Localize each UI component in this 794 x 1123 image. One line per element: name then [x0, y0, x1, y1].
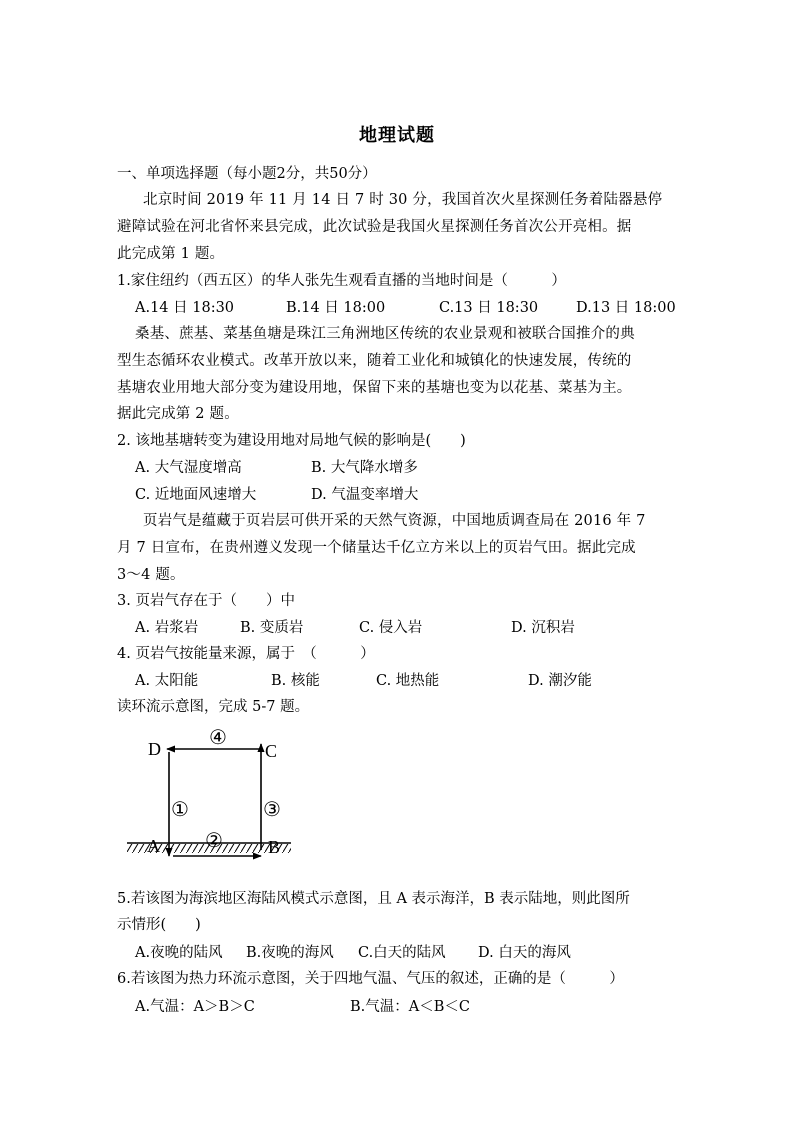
passage-1-line-1: 北京时间 2019 年 11 月 14 日 7 时 30 分，我国首次火星探测任务着陆器悬停 [143, 192, 663, 208]
label-a: A [147, 836, 160, 856]
question-1-stem: 1.家住纽约（西五区）的华人张先生观看直播的当地时间是（ ） [117, 273, 566, 289]
passage-2-line-2: 型生态循环农业模式。改革开放以来，随着工业化和城镇化的快速发展，传统的 [117, 353, 632, 369]
passage-3-line-2: 月 7 日宣布，在贵州遵义发现一个储量达千亿立方米以上的页岩气田。据此完成 [117, 540, 636, 556]
passage-2-line-3: 基塘农业用地大部分变为建设用地，保留下来的基塘也变为以花基、菜基为主。 [117, 380, 632, 396]
question-5-stem-line-1: 5.若该图为海滨地区海陆风模式示意图，且 A 表示海洋，B 表示陆地，则此图所 [117, 891, 630, 907]
question-2-option-a: A. 大气湿度增高 [135, 460, 242, 476]
arrow-label-2: ② [205, 830, 223, 852]
question-4-option-d: D. 潮汐能 [528, 673, 592, 689]
arrow-label-1: ① [171, 799, 189, 821]
question-6-stem: 6.若该图为热力环流示意图，关于四地气温、气压的叙述，正确的是（ ） [117, 971, 624, 987]
question-1-option-b: B.14 日 18:00 [286, 300, 386, 316]
question-3-stem: 3. 页岩气存在于（ ）中 [117, 593, 295, 609]
question-5-option-d: D. 白天的海风 [478, 945, 571, 961]
question-3-option-c: C. 侵入岩 [359, 620, 423, 636]
section-heading: 一、单项选择题（每小题2分，共50分） [117, 166, 377, 182]
label-c: C [265, 741, 278, 761]
passage-1-line-3: 此完成第 1 题。 [117, 246, 225, 262]
question-4-stem: 4. 页岩气按能量来源，属于 （ ） [117, 646, 375, 662]
question-5-option-a: A.夜晚的陆风 [135, 945, 223, 961]
question-2-option-b: B. 大气降水增多 [311, 460, 418, 476]
passage-3-line-1: 页岩气是蕴藏于页岩层可供开采的天然气资源，中国地质调查局在 2016 年 7 [143, 513, 646, 529]
question-3-option-d: D. 沉积岩 [511, 620, 575, 636]
label-b: B [268, 837, 281, 857]
question-6-option-a: A.气温：A＞B＞C [135, 999, 255, 1015]
label-d: D [148, 739, 161, 759]
question-3-option-a: A. 岩浆岩 [135, 620, 199, 636]
arrow-label-3: ③ [263, 799, 281, 821]
question-3-option-b: B. 变质岩 [240, 620, 304, 636]
question-4-option-c: C. 地热能 [376, 673, 440, 689]
passage-1-line-2: 避障试验在河北省怀来县完成，此次试验是我国火星探测任务首次公开亮相。据 [117, 219, 632, 235]
question-5-option-b: B.夜晚的海风 [246, 945, 334, 961]
question-1-option-d: D.13 日 18:00 [576, 300, 676, 316]
question-2-option-d: D. 气温变率增大 [311, 487, 419, 503]
question-4-option-b: B. 核能 [271, 673, 320, 689]
question-2-stem: 2. 该地基塘转变为建设用地对局地气候的影响是( ) [117, 433, 466, 449]
question-5-option-c: C.白天的陆风 [358, 945, 446, 961]
passage-2-line-4: 据此完成第 2 题。 [117, 406, 239, 422]
question-2-option-c: C. 近地面风速增大 [135, 487, 257, 503]
passage-2-line-1: 桑基、蔗基、菜基鱼塘是珠江三角洲地区传统的农业景观和被联合国推介的典 [135, 326, 635, 342]
question-6-option-b: B.气温：A＜B＜C [350, 999, 470, 1015]
question-5-stem-line-2: 示情形( ) [117, 917, 201, 933]
diagram-intro: 读环流示意图，完成 5-7 题。 [117, 699, 310, 715]
arrow-label-4: ④ [209, 727, 227, 749]
page-title: 地理试题 [359, 125, 435, 146]
question-4-option-a: A. 太阳能 [135, 673, 199, 689]
passage-3-line-3: 3～4 题。 [117, 567, 185, 583]
question-1-option-a: A.14 日 18:30 [135, 300, 235, 316]
circulation-diagram [115, 722, 295, 862]
question-1-option-c: C.13 日 18:30 [439, 300, 539, 316]
